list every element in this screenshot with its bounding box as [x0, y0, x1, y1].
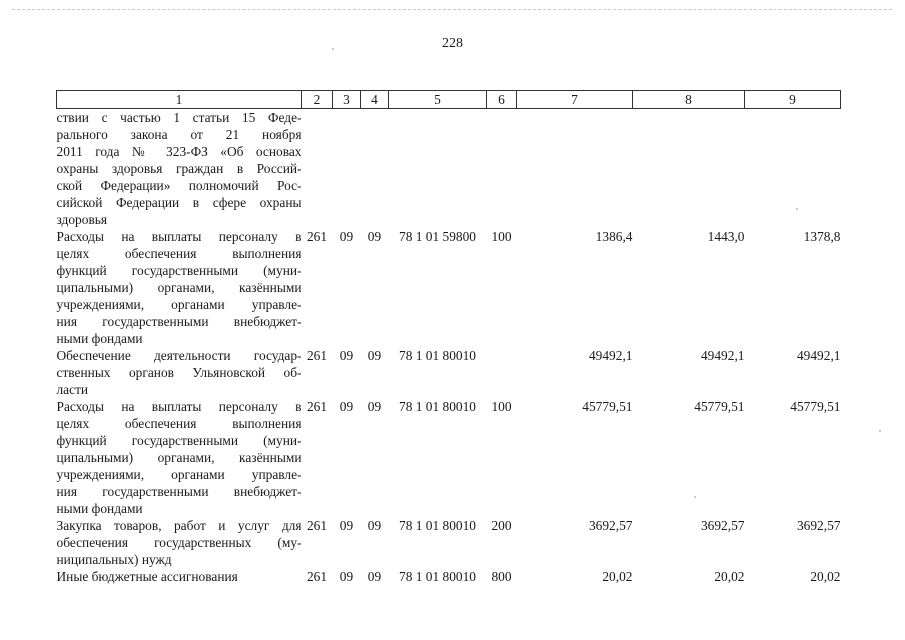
column-header: 1 [57, 91, 302, 109]
description-line: функций государственными (муни- [56, 433, 302, 448]
description-line: Иные бюджетные ассигнования [56, 569, 238, 584]
column-header: 9 [745, 91, 841, 109]
expense-type-code: 100 [491, 229, 512, 244]
column-header: 2 [302, 91, 333, 109]
table-row [57, 398, 841, 517]
description-line: ния государственными внебюджет- [56, 314, 302, 329]
subsection-code: 09 [367, 399, 382, 414]
target-article-code: 78 1 01 59800 [399, 229, 476, 244]
expense-type-code: 100 [491, 399, 512, 414]
description-line: ственных органов Ульяновской об- [56, 365, 302, 380]
scan-speck [796, 208, 798, 210]
amount-col-9 [745, 109, 841, 229]
description-line: учреждениями, органами управле- [56, 297, 302, 312]
ministry-code: 261 [306, 348, 328, 363]
column-header: 4 [361, 91, 389, 109]
amount-col-8: 3692,57 [700, 518, 745, 533]
section-code: 09 [339, 569, 354, 584]
row-description [57, 228, 302, 347]
table-row [57, 109, 841, 229]
ministry-code: 261 [306, 229, 328, 244]
description-line: ской Федерации» полномочий Рос- [56, 178, 302, 193]
subsection-code: 09 [367, 229, 382, 244]
scan-speck [332, 48, 334, 50]
description-line: ными фондами [56, 331, 143, 346]
description-line: ствии с частью 1 статьи 15 Феде- [56, 110, 302, 125]
ministry-code: 261 [306, 518, 328, 533]
column-header: 3 [333, 91, 361, 109]
column-header: 5 [389, 91, 487, 109]
table-row [57, 228, 841, 347]
page-number: 228 [442, 36, 463, 51]
row-description [57, 347, 302, 398]
description-line: учреждениями, органами управле- [56, 467, 302, 482]
description-line: ципальными) органами, казёнными [56, 450, 302, 465]
subsection-code: 09 [367, 569, 382, 584]
description-line: Обеспечение деятельности государ- [56, 348, 302, 363]
table-row [57, 568, 841, 585]
amount-col-9: 1378,8 [803, 229, 841, 244]
expense-type-code: 200 [491, 518, 512, 533]
target-article-code: 78 1 01 80010 [399, 399, 476, 414]
subsection-code: 09 [367, 348, 382, 363]
amount-col-8: 1443,0 [707, 229, 745, 244]
description-line: целях обеспечения выполнения [56, 246, 302, 261]
amount-col-9: 3692,57 [796, 518, 841, 533]
section-code: 09 [339, 348, 354, 363]
description-line: обеспечения государственных (му- [56, 535, 302, 550]
section-code [333, 109, 361, 229]
row-description [57, 109, 302, 229]
amount-col-8: 45779,51 [694, 399, 745, 414]
amount-col-9: 49492,1 [796, 348, 841, 363]
description-line: Закупка товаров, работ и услуг для [56, 518, 302, 533]
description-line: здоровья [56, 212, 108, 227]
description-line: целях обеспечения выполнения [56, 416, 302, 431]
description-line: ласти [56, 382, 89, 397]
amount-col-9: 45779,51 [790, 399, 841, 414]
table-row [57, 347, 841, 398]
amount-col-8: 49492,1 [700, 348, 745, 363]
column-header: 8 [633, 91, 745, 109]
amount-col-7 [517, 109, 633, 229]
ministry-code: 261 [306, 399, 328, 414]
scan-speck [694, 496, 696, 498]
section-code: 09 [339, 518, 354, 533]
scan-top-edge [12, 9, 892, 10]
expense-type-code [487, 347, 517, 398]
budget-table [56, 90, 841, 585]
scan-speck [879, 430, 881, 432]
description-line: сийской Федерации в сфере охраны [56, 195, 302, 210]
ministry-code: 261 [306, 569, 328, 584]
subsection-code [361, 109, 389, 229]
description-line: Расходы на выплаты персоналу в [56, 229, 302, 244]
section-code: 09 [339, 229, 354, 244]
table-row [57, 517, 841, 568]
row-description [57, 568, 302, 585]
description-line: ципальными) органами, казёнными [56, 280, 302, 295]
description-line: 2011 года № 323-ФЗ «Об основах [56, 144, 302, 159]
row-description [57, 517, 302, 568]
amount-col-7: 1386,4 [595, 229, 633, 244]
column-header: 7 [517, 91, 633, 109]
amount-col-8: 20,02 [714, 569, 745, 584]
amount-col-7: 20,02 [602, 569, 633, 584]
description-line: функций государственными (муни- [56, 263, 302, 278]
expense-type-code: 800 [491, 569, 512, 584]
ministry-code [302, 109, 333, 229]
description-line: Расходы на выплаты персоналу в [56, 399, 302, 414]
table-body [57, 109, 841, 586]
amount-col-7: 3692,57 [588, 518, 633, 533]
description-line: ния государственными внебюджет- [56, 484, 302, 499]
amount-col-7: 49492,1 [588, 348, 633, 363]
target-article-code: 78 1 01 80010 [399, 569, 476, 584]
description-line: ниципальных) нужд [56, 552, 172, 567]
row-description [57, 398, 302, 517]
description-line: ными фондами [56, 501, 143, 516]
amount-col-7: 45779,51 [582, 399, 633, 414]
description-line: рального закона от 21 ноября [56, 127, 302, 142]
target-article-code: 78 1 01 80010 [399, 348, 476, 363]
target-article-code: 78 1 01 80010 [399, 518, 476, 533]
expense-type-code [487, 109, 517, 229]
target-article-code [389, 109, 487, 229]
amount-col-8 [633, 109, 745, 229]
section-code: 09 [339, 399, 354, 414]
table-header-row [57, 91, 841, 109]
column-header: 6 [487, 91, 517, 109]
subsection-code: 09 [367, 518, 382, 533]
amount-col-9: 20,02 [810, 569, 841, 584]
description-line: охраны здоровья граждан в Россий- [56, 161, 302, 176]
